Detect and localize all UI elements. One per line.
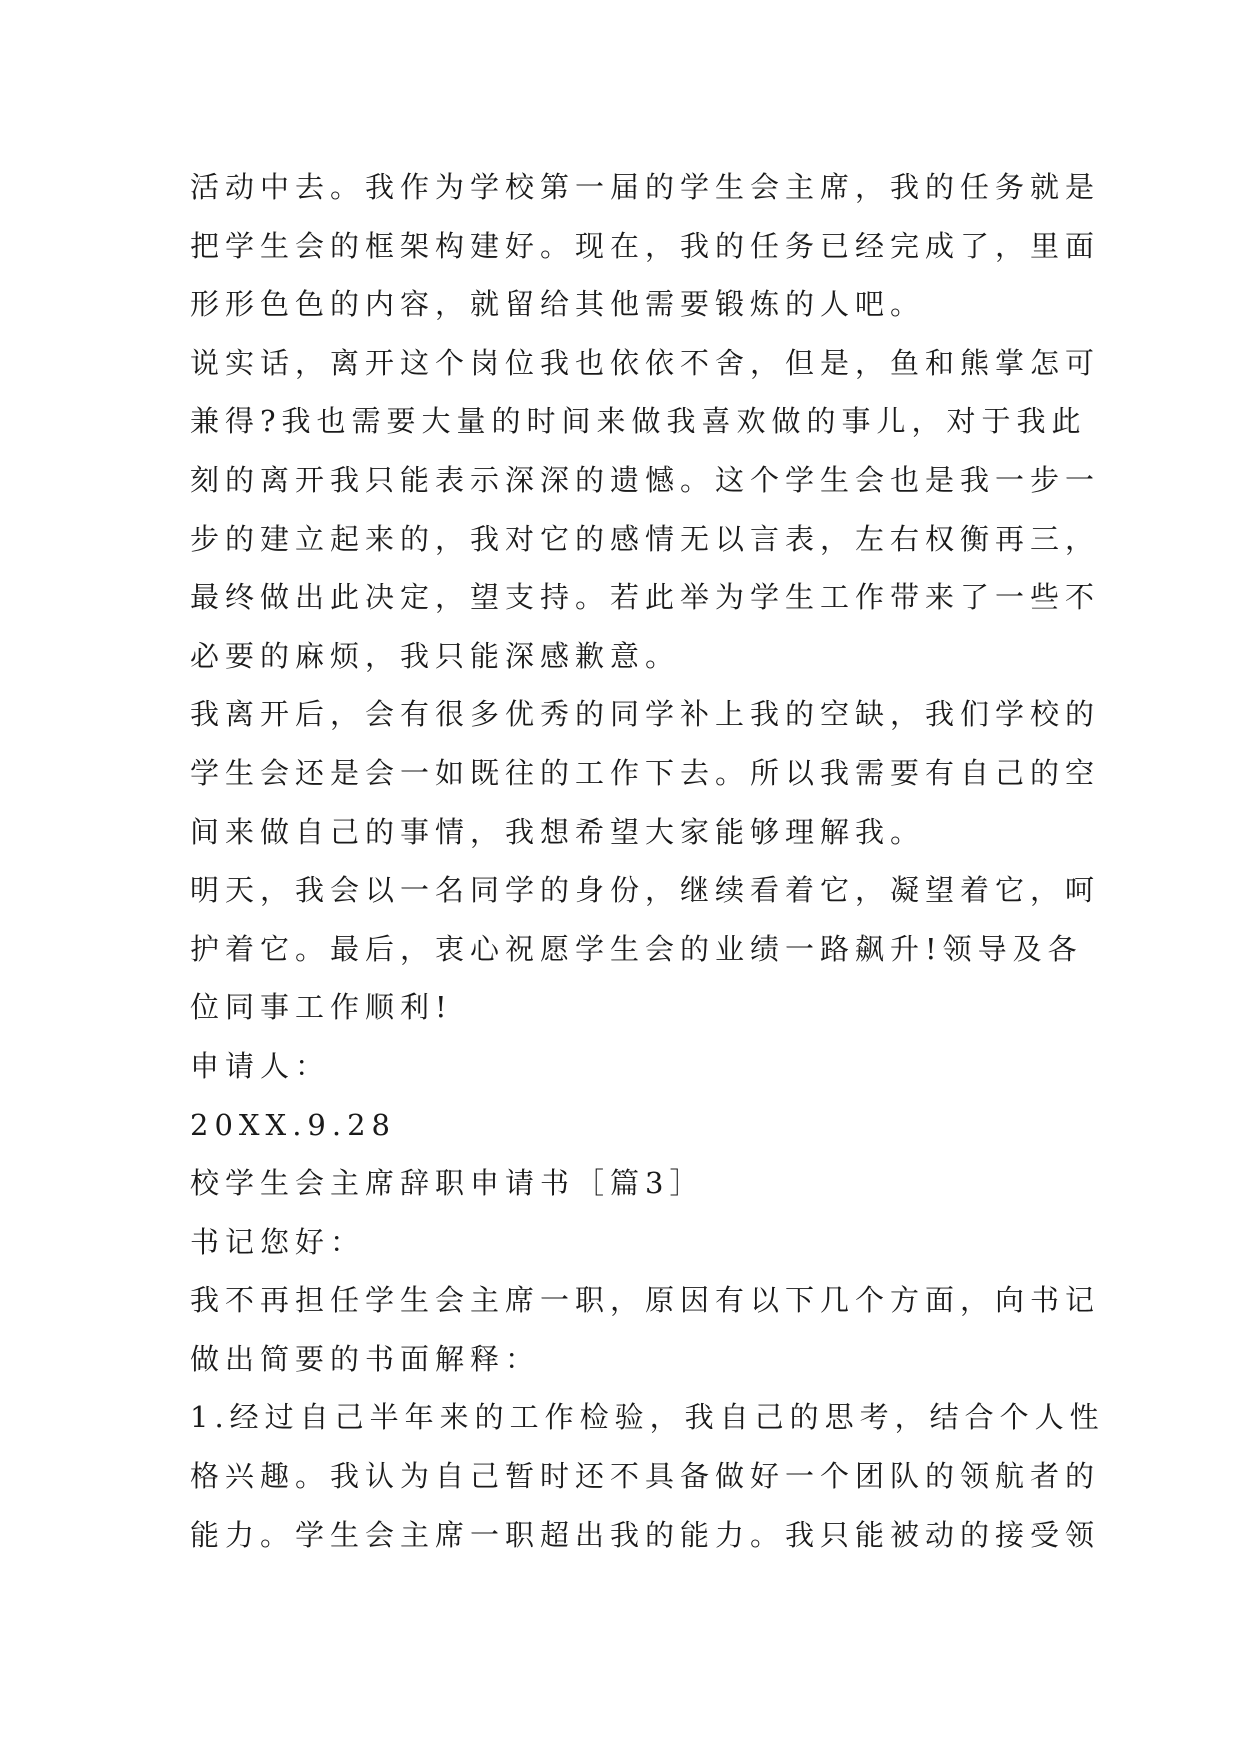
- text-line: 说实话，离开这个岗位我也依依不舍，但是，鱼和熊掌怎可: [190, 345, 1101, 380]
- text-line: 格兴趣。我认为自己暂时还不具备做好一个团队的领航者的: [190, 1459, 1101, 1494]
- text-line: 把学生会的框架构建好。现在，我的任务已经完成了，里面: [190, 228, 1101, 263]
- text-line: 形形色色的内容，就留给其他需要锻炼的人吧。: [190, 287, 926, 322]
- text-line: 能力。学生会主席一职超出我的能力。我只能被动的接受领: [190, 1517, 1101, 1552]
- salutation: 书记您好：: [190, 1224, 366, 1259]
- section-title: 校学生会主席辞职申请书［篇3］: [190, 1166, 705, 1201]
- text-line: 步的建立起来的，我对它的感情无以言表，左右权衡再三，: [190, 521, 1101, 556]
- text-line: 必要的麻烦，我只能深感歉意。: [190, 638, 681, 673]
- text-line: 位同事工作顺利!: [190, 990, 453, 1025]
- text-line: 1.经过自己半年来的工作检验，我自己的思考，结合个人性: [190, 1400, 1105, 1435]
- text-line: 间来做自己的事情，我想希望大家能够理解我。: [190, 814, 926, 849]
- text-line: 活动中去。我作为学校第一届的学生会主席，我的任务就是: [190, 170, 1101, 204]
- text-line: 我离开后，会有很多优秀的同学补上我的空缺，我们学校的: [190, 697, 1101, 732]
- text-line: 我不再担任学生会主席一职，原因有以下几个方面，向书记: [190, 1283, 1101, 1318]
- text-line: 护着它。最后，衷心祝愿学生会的业绩一路飙升!领导及各: [190, 931, 1083, 966]
- text-line: 刻的离开我只能表示深深的遗憾。这个学生会也是我一步一: [190, 462, 1101, 497]
- text-line: 做出简要的书面解释：: [190, 1341, 541, 1376]
- document-body: [190, 158, 1105, 1564]
- date-line: 20XX.9.28: [190, 1107, 396, 1142]
- text-line: 兼得?我也需要大量的时间来做我喜欢做的事儿，对于我此: [190, 404, 1087, 439]
- text-line: 明天，我会以一名同学的身份，继续看着它，凝望着它，呵: [190, 873, 1101, 908]
- text-line: 最终做出此决定，望支持。若此举为学生工作带来了一些不: [190, 580, 1101, 615]
- applicant-label: 申请人：: [190, 1048, 331, 1083]
- text-line: 学生会还是会一如既往的工作下去。所以我需要有自己的空: [190, 755, 1101, 790]
